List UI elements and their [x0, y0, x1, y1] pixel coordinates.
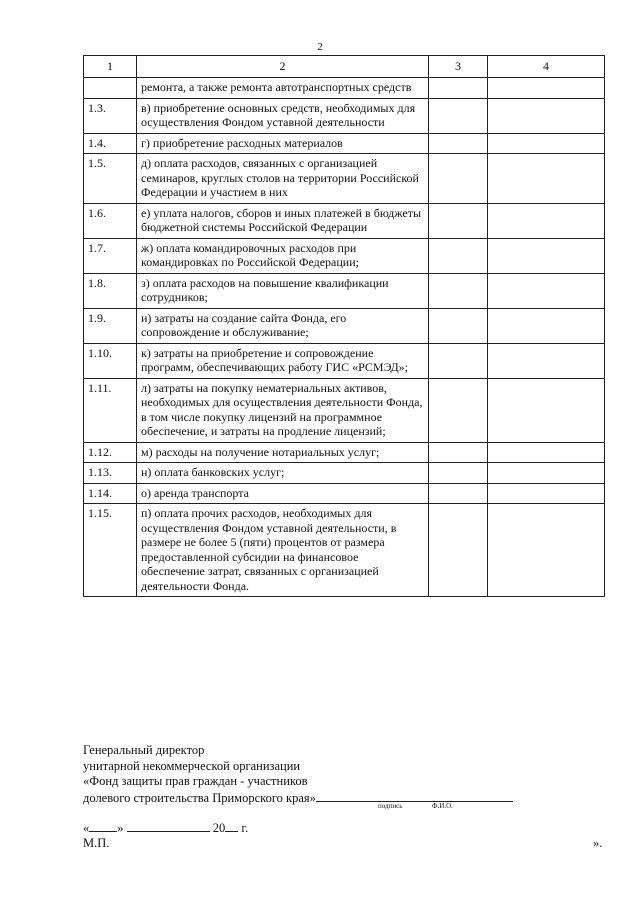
- signatory-title: Генеральный директор: [83, 743, 205, 757]
- name-caption: Ф.И.О.: [432, 802, 453, 810]
- column-header-1: 1: [84, 56, 137, 78]
- row-cell-col3: [429, 203, 488, 238]
- table-row: [84, 203, 605, 238]
- signatory-org-line-1: унитарной некоммерческой организации: [83, 758, 301, 773]
- table-row: [84, 238, 605, 273]
- month-blank: [127, 820, 210, 832]
- row-cell-col3: [429, 483, 488, 504]
- date-line: [83, 820, 248, 836]
- row-cell-col4: [488, 442, 605, 463]
- table-row: [84, 308, 605, 343]
- row-description: г) приобретение расходных материалов: [137, 133, 429, 154]
- signatory-org-line-2: «Фонд защиты прав граждан - участников: [83, 774, 308, 788]
- row-cell-col3: [429, 238, 488, 273]
- row-cell-col3: [429, 378, 488, 442]
- table-row: [84, 98, 605, 133]
- row-number: 1.4.: [84, 133, 137, 154]
- table-row: [84, 78, 605, 99]
- signature-line: [316, 790, 513, 802]
- row-cell-col3: [429, 308, 488, 343]
- row-cell-col4: [488, 504, 605, 597]
- row-number: 1.15.: [84, 504, 137, 597]
- row-description: и) затраты на создание сайта Фонда, его сопровождение и обслуживание;: [137, 308, 429, 343]
- signature-caption: подпись: [378, 802, 403, 810]
- year-blank: [225, 820, 238, 832]
- row-number: 1.11.: [84, 378, 137, 442]
- date-open-quote: «: [83, 821, 90, 835]
- row-description: м) расходы на получение нотариальных услуг;: [137, 442, 429, 463]
- row-cell-col3: [429, 154, 488, 204]
- row-cell-col4: [488, 78, 605, 99]
- row-description: л) затраты на покупку нематериальных активов, необходимых для осуществления деятельности Фонда, в том числе покупку лицензий на программное обеспечение, и затраты на продление лицензий;: [137, 378, 429, 442]
- row-description: з) оплата расходов на повышение квалификации сотрудников;: [137, 273, 429, 308]
- table-row: [84, 133, 605, 154]
- date-close-quote: »: [117, 821, 124, 835]
- row-number: 1.9.: [84, 308, 137, 343]
- table-row: [84, 378, 605, 442]
- year-prefix: 20: [212, 821, 226, 835]
- row-description: п) оплата прочих расходов, необходимых для осуществления Фондом уставной деятельности, в размере не более 5 (пяти) процентов от размера предоставленной субсидии на финансовое обеспечение затрат, связанных с организацией деятельности Фонда.: [137, 504, 429, 597]
- row-cell-col4: [488, 483, 605, 504]
- row-cell-col3: [429, 133, 488, 154]
- row-description: о) аренда транспорта: [137, 483, 429, 504]
- day-blank: [89, 820, 117, 832]
- row-cell-col3: [429, 343, 488, 378]
- row-description: ремонта, а также ремонта автотранспортных средств: [137, 78, 429, 99]
- row-number: 1.10.: [84, 343, 137, 378]
- row-cell-col3: [429, 273, 488, 308]
- row-cell-col4: [488, 343, 605, 378]
- table-row: [84, 273, 605, 308]
- table-row: [84, 483, 605, 504]
- stamp-label: М.П.: [83, 836, 110, 850]
- row-number: 1.12.: [84, 442, 137, 463]
- row-cell-col4: [488, 98, 605, 133]
- table-row: [84, 343, 605, 378]
- table-row: [84, 504, 605, 597]
- row-number: 1.6.: [84, 203, 137, 238]
- row-cell-col3: [429, 98, 488, 133]
- row-number: 1.13.: [84, 463, 137, 484]
- row-cell-col3: [429, 504, 488, 597]
- row-cell-col4: [488, 238, 605, 273]
- row-cell-col4: [488, 378, 605, 442]
- row-cell-col4: [488, 308, 605, 343]
- row-description: в) приобретение основных средств, необходимых для осуществления Фондом уставной деятельности: [137, 98, 429, 133]
- table-row: [84, 442, 605, 463]
- row-cell-col4: [488, 203, 605, 238]
- row-number: 1.3.: [84, 98, 137, 133]
- column-header-3: 3: [429, 56, 488, 78]
- row-cell-col3: [429, 78, 488, 99]
- row-cell-col4: [488, 273, 605, 308]
- row-cell-col4: [488, 133, 605, 154]
- signatory-org-line-3: долевого строительства Приморского края»: [83, 790, 316, 805]
- row-description: н) оплата банковских услуг;: [137, 463, 429, 484]
- row-description: к) затраты на приобретение и сопровождение программ, обеспечивающих работу ГИС «РСМЭД»;: [137, 343, 429, 378]
- row-number: 1.5.: [84, 154, 137, 204]
- expense-table: [83, 55, 605, 597]
- closing-mark: ».: [593, 836, 603, 850]
- row-description: ж) оплата командировочных расходов при командировках по Российской Федерации;: [137, 238, 429, 273]
- row-cell-col4: [488, 154, 605, 204]
- row-number: [84, 78, 137, 99]
- row-number: 1.7.: [84, 238, 137, 273]
- page-number: 2: [317, 41, 323, 53]
- column-header-2: 2: [137, 56, 429, 78]
- row-cell-col3: [429, 442, 488, 463]
- row-number: 1.8.: [84, 273, 137, 308]
- table-row: [84, 154, 605, 204]
- signature-block: [83, 743, 513, 806]
- table-header-row: [84, 56, 605, 78]
- row-cell-col4: [488, 463, 605, 484]
- year-suffix: г.: [241, 821, 249, 835]
- row-description: д) оплата расходов, связанных с организацией семинаров, круглых столов на территории Российской Федерации и участием в них: [137, 154, 429, 204]
- row-cell-col3: [429, 463, 488, 484]
- row-description: е) уплата налогов, сборов и иных платежей в бюджеты бюджетной системы Российской Федерации: [137, 203, 429, 238]
- table-row: [84, 463, 605, 484]
- row-number: 1.14.: [84, 483, 137, 504]
- column-header-4: 4: [488, 56, 605, 78]
